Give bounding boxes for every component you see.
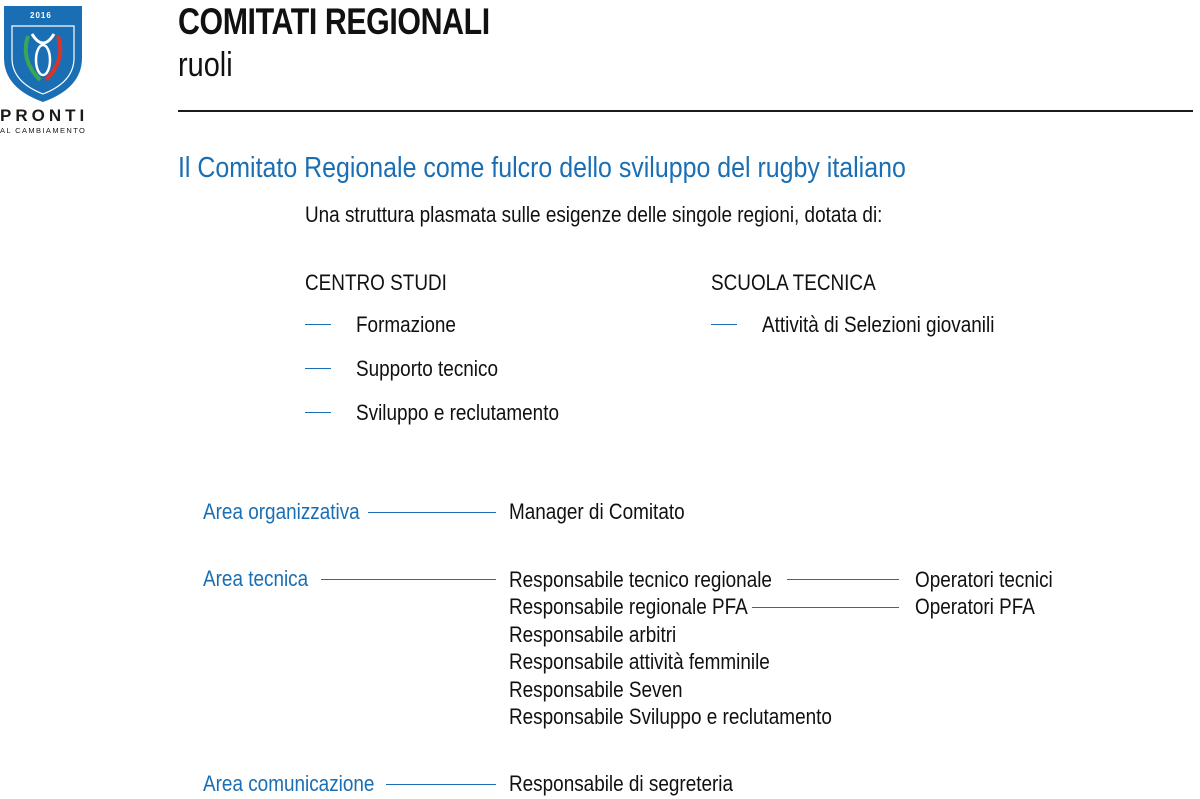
header-divider	[178, 110, 1193, 112]
role-item: Responsabile Sviluppo e reclutamento	[509, 704, 832, 729]
role-item: Responsabile Seven	[509, 677, 683, 702]
intro-text: Una struttura plasmata sulle esigenze delle singole regioni, dotata di:	[305, 202, 883, 227]
list-item-label: Attività di Selezioni giovanili	[762, 312, 995, 337]
centro-studi-title: CENTRO STUDI	[305, 270, 447, 295]
role-item: Responsabile attività femminile	[509, 649, 770, 674]
dash-bullet-icon	[305, 368, 331, 369]
logo	[0, 0, 90, 140]
connector-line	[368, 512, 496, 513]
role-segreteria: Responsabile di segreteria	[509, 771, 734, 796]
scuola-tecnica-title: SCUOLA TECNICA	[711, 270, 876, 295]
role-item: Responsabile arbitri	[509, 622, 677, 647]
dash-bullet-icon	[711, 324, 737, 325]
section-heading: Il Comitato Regionale come fulcro dello sviluppo del rugby italiano	[178, 152, 906, 184]
list-item-label: Supporto tecnico	[356, 356, 498, 381]
logo-subtext: AL CAMBIAMENTO	[0, 126, 87, 135]
list-item-label: Formazione	[356, 312, 456, 337]
role-item: Responsabile tecnico regionale	[509, 567, 772, 592]
dash-bullet-icon	[305, 412, 331, 413]
area-comunicazione: Area comunicazione	[203, 771, 375, 796]
logo-year: 2016	[30, 11, 52, 20]
operator-item: Operatori PFA	[915, 594, 1035, 619]
list-item-label: Sviluppo e reclutamento	[356, 400, 559, 425]
connector-line	[321, 579, 496, 580]
logo-text: PRONTI	[0, 106, 89, 125]
role-item: Responsabile regionale PFA	[509, 594, 748, 619]
connector-line	[386, 784, 496, 785]
area-tecnica: Area tecnica	[203, 566, 309, 591]
role-manager: Manager di Comitato	[509, 499, 685, 524]
operator-item: Operatori tecnici	[915, 567, 1053, 592]
connector-line	[787, 579, 899, 580]
page-subtitle: ruoli	[178, 46, 233, 84]
connector-line	[752, 607, 899, 608]
dash-bullet-icon	[305, 324, 331, 325]
page-title: COMITATI REGIONALI	[178, 1, 490, 42]
area-organizzativa: Area organizzativa	[203, 499, 360, 524]
